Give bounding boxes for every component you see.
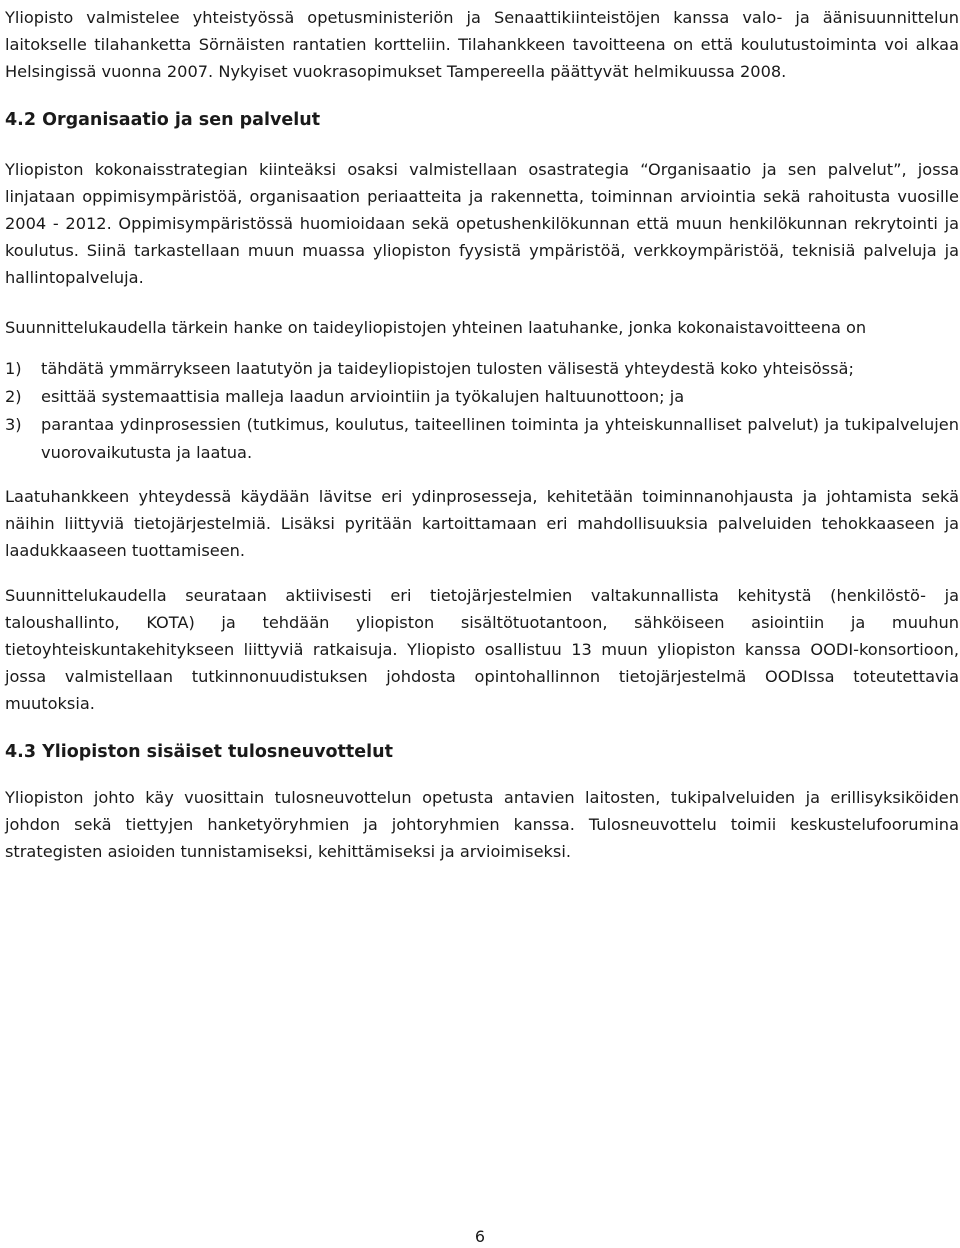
- page-number: 6: [474, 1227, 486, 1246]
- list-item-number: 3): [5, 415, 22, 434]
- intro-paragraph: Yliopisto valmistelee yhteistyössä opetusministeriön ja Senaattikiinteistöjen kanssa valo- ja äänisuunnittelun laitokselle tilahanketta Sörnäisten rantatien kortteliin. Tilahankkeen tavoitteena on että koulutustoiminta voi alkaa Helsingissä vuonna 2007. Nykyiset vuokrasopimukset Tampereella päättyvät helmikuussa 2008.: [5, 8, 959, 81]
- section-4-2-paragraph-processes: Laatuhankkeen yhteydessä käydään lävitse eri ydinprosesseja, kehitetään toiminnanohjausta ja johtamista sekä näihin liittyviä tietojärjestelmiä. Lisäksi pyritään kartoittamaan eri mahdollisuuksia palveluiden tehokkaaseen ja laadukkaaseen tuottamiseen.: [5, 487, 959, 560]
- section-4-2-paragraph-quality-project: Suunnittelukaudella tärkein hanke on taideyliopistojen yhteinen laatuhanke, jonka kokonaistavoitteena on: [5, 318, 867, 337]
- section-4-2-paragraph-strategy: Yliopiston kokonaisstrategian kiinteäksi osaksi valmistellaan osastrategia “Organisaatio ja sen palvelut”, jossa linjataan oppimisympäristöä, organisaation periaatteita ja rakennetta, toiminnan arviointia sekä rahoitusta vuosille 2004 - 2012. Oppimisympäristössä huomioidaan sekä opetushenkilökunnan että muun henkilökunnan rekrytointi ja koulutus. Siinä tarkastellaan muun muassa yliopiston fyysistä ympäristöä, verkkoympäristöä, teknisiä palveluja ja hallintopalveluja.: [5, 160, 959, 287]
- list-item-text: esittää systemaattisia malleja laadun arviointiin ja työkalujen haltuunottoon; ja: [41, 387, 685, 406]
- list-item-text: tähdätä ymmärrykseen laatutyön ja taideyliopistojen tulosten välisestä yhteydestä koko yhteisössä;: [41, 359, 854, 378]
- section-4-3-paragraph-negotiations: Yliopiston johto käy vuosittain tulosneuvottelun opetusta antavien laitosten, tukipalveluiden ja erillisyksiköiden johdon sekä tiettyjen hanketyöryhmien ja johtoryhmien kanssa. Tulosneuvottelu toimii keskustelufoorumina strategisten asioiden tunnistamiseksi, kehittämiseksi ja arvioimiseksi.: [5, 788, 959, 861]
- section-4-3-heading: 4.3 Yliopiston sisäiset tulosneuvottelut: [5, 742, 393, 762]
- quality-goals-list: [5, 355, 959, 467]
- section-4-2-heading: 4.2 Organisaatio ja sen palvelut: [5, 110, 321, 130]
- section-4-2-paragraph-information-systems: Suunnittelukaudella seurataan aktiivisesti eri tietojärjestelmien valtakunnallista kehitystä (henkilöstö- ja taloushallinto, KOTA) ja tehdään yliopiston sisältötuotantoon, sähköiseen asiointiin ja muuhun tietoyhteiskuntakehitykseen liittyviä ratkaisuja. Yliopisto osallistuu 13 muun yliopiston kanssa OODI-konsortioon, jossa valmistellaan tutkinnonuudistuksen johdosta opintohallinnon tietojärjestelmä OODIssa toteutettavia muutoksia.: [5, 586, 959, 713]
- document-page: [5, 0, 959, 865]
- list-item: [5, 383, 959, 411]
- list-item-number: 2): [5, 387, 22, 406]
- list-item-number: 1): [5, 359, 22, 378]
- section-4-2: [5, 107, 959, 717]
- list-item-text: parantaa ydinprosessien (tutkimus, koulutus, taiteellinen toiminta ja yhteiskunnalliset palvelut) ja tukipalvelujen vuorovaikutusta ja laatua.: [41, 415, 959, 462]
- list-item: [5, 411, 959, 467]
- list-item: [5, 355, 959, 383]
- section-4-3: [5, 739, 959, 865]
